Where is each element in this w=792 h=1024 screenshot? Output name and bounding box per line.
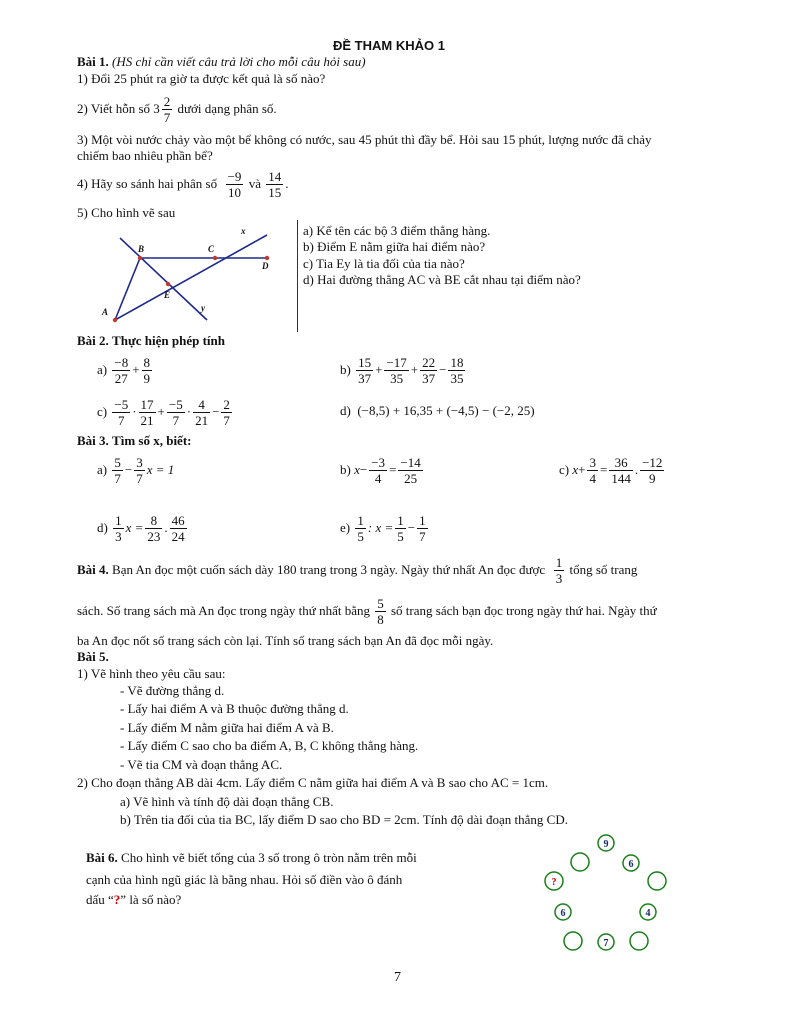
bai1-q2-whole: 3 — [153, 101, 160, 116]
page-number: 7 — [394, 970, 401, 985]
fraction — [193, 397, 210, 428]
denominator: 25 — [404, 470, 418, 486]
bai2-label: Bài 2. — [77, 333, 109, 348]
bai1-q2-tail: dưới dạng phân số. — [177, 101, 277, 116]
numerator: 4 — [193, 397, 210, 413]
operator: + — [375, 362, 383, 377]
fraction — [112, 397, 130, 428]
item-label: a) — [97, 362, 108, 377]
numerator: −17 — [386, 354, 407, 370]
bai1-note: (HS chỉ cần viết câu trả lời cho mỗi câu hỏi sau) — [112, 54, 366, 69]
denominator: 21 — [195, 412, 209, 428]
numerator: 1 — [357, 512, 364, 528]
item-label: d) — [340, 403, 351, 418]
bai5-p1: 1) Vẽ hình theo yêu cầu sau: — [77, 666, 226, 681]
variable: x = — [125, 520, 144, 535]
denominator: 3 — [115, 528, 122, 544]
fraction — [398, 455, 422, 486]
bai3-header — [77, 433, 192, 449]
bai2-d — [340, 403, 535, 419]
point-e — [166, 282, 170, 286]
bai1-q3-line2: chiếm bao nhiêu phần bể? — [77, 148, 213, 163]
label-a: A — [102, 307, 109, 317]
denominator: 3 — [555, 570, 563, 586]
bai5-p2b: b) Trên tia đối của tia BC, lấy điểm D sao cho BD = 2cm. Tính độ dài đoạn thẳng CD. — [120, 812, 568, 827]
bai1-q2-text: 2) Viết hỗn số — [77, 101, 151, 116]
bai1-q4 — [77, 165, 288, 203]
numerator: −8 — [114, 354, 129, 370]
denominator: 7 — [419, 528, 426, 544]
denominator: 7 — [172, 412, 180, 428]
operator: + — [132, 362, 140, 377]
bai1-q5a: a) Kể tên các bộ 3 điểm thẳng hàng. — [303, 223, 491, 238]
bai1-q2-fraction — [162, 94, 173, 125]
numerator: 2 — [223, 396, 230, 412]
label-y: y — [201, 303, 205, 313]
bai6-text1: Cho hình vẽ biết tổng của 3 số trong ô tròn nằm trên mỗi — [121, 850, 417, 865]
segment-a-b — [115, 258, 140, 320]
fraction — [113, 513, 124, 544]
fraction — [112, 455, 123, 486]
bai1-label: Bài 1. — [77, 54, 109, 69]
denominator: 27 — [114, 370, 128, 386]
dot: . — [164, 520, 168, 535]
value-upper-right-mid: 6 — [628, 859, 634, 870]
item-label: e) — [340, 520, 351, 535]
bai5-item: - Lấy điểm M nằm giữa hai điểm A và B. — [120, 720, 334, 735]
denominator: 9 — [143, 370, 151, 386]
operator: − — [407, 520, 416, 535]
bai6-text3b: ” là số nào? — [120, 892, 182, 907]
numerator: 8 — [143, 354, 151, 370]
denominator: 10 — [228, 184, 242, 200]
pentagon-figure — [540, 830, 680, 960]
numerator: 1 — [397, 512, 404, 528]
bai4-text1-tail: tổng số trang — [569, 562, 638, 577]
circle-upper-left-mid — [571, 853, 589, 871]
bai1-q4-and: và — [248, 176, 261, 191]
denominator: 7 — [223, 412, 230, 428]
equals: = — [599, 462, 608, 477]
bai4-line2 — [77, 592, 657, 630]
bai4-text2: sách. Số trang sách mà An đọc trong ngày thứ nhất bằng — [77, 603, 370, 618]
equals: = — [389, 462, 397, 477]
item-label: d) — [97, 520, 108, 535]
label-d: D — [262, 261, 269, 271]
denominator: 35 — [390, 370, 404, 386]
line-b-e-y — [120, 238, 207, 320]
value-unknown: ? — [551, 877, 557, 888]
question-mark: ? — [113, 892, 121, 907]
geometry-figure — [95, 222, 285, 332]
fraction — [640, 455, 664, 486]
fraction — [142, 355, 153, 386]
bai4-line3: ba An đọc nốt số trang sách còn lại. Tính số trang sách bạn An đã đọc mỗi ngày. — [77, 633, 494, 648]
denominator: 4 — [374, 470, 382, 486]
numerator: 2 — [163, 93, 171, 109]
circle-right-vertex — [648, 872, 666, 890]
bai1-q4-fraction2 — [266, 169, 283, 200]
fraction — [417, 513, 428, 544]
fraction — [167, 397, 185, 428]
bai3-d — [97, 509, 189, 547]
variable: x — [354, 462, 360, 477]
page-title: ĐỀ THAM KHẢO 1 — [333, 38, 445, 53]
fraction — [170, 513, 187, 544]
fraction — [384, 355, 408, 386]
denominator: 15 — [268, 184, 282, 200]
denominator: 144 — [611, 470, 631, 486]
dot: . — [634, 462, 639, 477]
fraction — [375, 596, 386, 627]
numerator: −5 — [114, 396, 129, 412]
value-right-mid: 4 — [645, 908, 651, 919]
numerator: 22 — [422, 354, 436, 370]
bai5-item: - Lấy điểm C sao cho ba điểm A, B, C không thẳng hàng. — [120, 738, 419, 753]
numerator: 17 — [140, 396, 154, 412]
bai2-title: Thực hiện phép tính — [112, 333, 225, 348]
bai6-line3 — [86, 892, 181, 908]
item-label: a) — [97, 462, 108, 477]
denominator: 7 — [163, 109, 171, 125]
item-label: b) — [340, 462, 351, 477]
fraction — [554, 555, 565, 586]
operator: − — [439, 362, 447, 377]
bai1-header — [77, 54, 366, 70]
operator: + — [157, 404, 165, 419]
denominator: 21 — [140, 412, 154, 428]
bai1-q3-line1: 3) Một vòi nước chảy vào một bể không có nước, sau 45 phút thì đầy bể. Hỏi sau 15 phút, lượng nước đã chảy — [77, 132, 652, 147]
fraction — [420, 355, 437, 386]
bai6-text3a: dấu “ — [86, 892, 114, 907]
fraction — [139, 397, 156, 428]
bai3-b — [340, 451, 425, 489]
fraction — [134, 455, 145, 486]
bai2-c — [97, 393, 234, 431]
fraction — [356, 355, 373, 386]
numerator: 15 — [358, 354, 372, 370]
bai1-q5d: d) Hai đường thẳng AC và BE cắt nhau tại điểm nào? — [303, 272, 581, 287]
bai3-c — [559, 451, 666, 489]
value-top: 9 — [603, 839, 609, 850]
bai3-label: Bài 3. — [77, 433, 109, 448]
numerator: 5 — [114, 454, 121, 470]
denominator: 8 — [377, 611, 384, 627]
label-c: C — [208, 244, 215, 254]
fraction — [355, 513, 366, 544]
bai1-q4-fraction1 — [226, 169, 244, 200]
bai2-header — [77, 333, 225, 349]
operator: · — [186, 404, 192, 419]
fraction — [112, 355, 130, 386]
fraction — [395, 513, 406, 544]
bai5-item: - Vẽ tia CM và đoạn thẳng AC. — [120, 757, 283, 772]
fraction — [221, 397, 232, 428]
denominator: 5 — [397, 528, 404, 544]
bai6-line1 — [86, 850, 417, 866]
circle-bottom-left — [564, 932, 582, 950]
denominator: 35 — [450, 370, 464, 386]
bai1-q5: 5) Cho hình vẽ sau — [77, 205, 176, 220]
denominator: 7 — [114, 470, 121, 486]
bai6-line2: cạnh của hình ngũ giác là bằng nhau. Hỏi số điền vào ô đánh — [86, 872, 403, 887]
bai1-q1: 1) Đổi 25 phút ra giờ ta được kết quả là số nào? — [77, 71, 326, 86]
denominator: 9 — [649, 470, 656, 486]
numerator: 3 — [589, 454, 596, 470]
bai1-q4-text: 4) Hãy so sánh hai phân số — [77, 176, 218, 191]
bai4-text1: Bạn An đọc một cuốn sách dày 180 trang trong 3 ngày. Ngày thứ nhất An đọc được — [112, 562, 546, 577]
bai5-p2a: a) Vẽ hình và tính độ dài đoạn thẳng CB. — [120, 794, 334, 809]
point-c — [213, 256, 217, 260]
bai3-a — [97, 451, 174, 489]
operator: + — [410, 362, 419, 377]
bai2-a — [97, 351, 154, 389]
numerator: 18 — [450, 354, 464, 370]
operator: − — [359, 462, 368, 477]
bai5-label: Bài 5. — [77, 649, 109, 664]
operator: · — [132, 404, 137, 419]
label-e: E — [164, 290, 171, 300]
numerator: 1 — [555, 554, 563, 570]
denominator: 4 — [589, 470, 596, 486]
item-label: b) — [340, 362, 351, 377]
point-a — [113, 318, 117, 322]
bai5-item: - Vẽ đường thẳng d. — [120, 683, 225, 698]
value-bottom-mid: 7 — [603, 938, 609, 949]
item-label: c) — [97, 404, 108, 419]
equation-tail: x = 1 — [146, 462, 175, 477]
fraction — [369, 455, 387, 486]
numerator: 1 — [419, 512, 426, 528]
numerator: 5 — [377, 595, 384, 611]
value-left-mid: 6 — [560, 908, 566, 919]
circle-bottom-right — [630, 932, 648, 950]
item-label: c) — [559, 462, 570, 477]
point-b — [138, 256, 142, 260]
numerator: 8 — [145, 513, 162, 529]
bai5-p2: 2) Cho đoạn thẳng AB dài 4cm. Lấy điểm C nằm giữa hai điểm A và B sao cho AC = 1cm. — [77, 775, 549, 790]
denominator: 7 — [136, 470, 143, 486]
bai1-q5b: b) Điểm E nằm giữa hai điểm nào? — [303, 239, 486, 254]
figure-divider — [297, 220, 298, 332]
point-d — [265, 256, 269, 260]
numerator: 1 — [115, 512, 122, 528]
bai4-line1 — [77, 551, 637, 589]
bai1-q2 — [77, 90, 277, 128]
bai1-q4-end: . — [285, 176, 289, 191]
denominator: 24 — [171, 528, 185, 544]
numerator: −3 — [371, 454, 386, 470]
operator: − — [124, 462, 133, 477]
variable: : x = — [367, 520, 394, 535]
numerator: −5 — [168, 396, 183, 412]
bai1-q5c: c) Tia Ey là tia đối của tia nào? — [303, 256, 465, 271]
fraction — [448, 355, 465, 386]
fraction — [609, 455, 633, 486]
bai2-d-expression: (−8,5) + 16,35 + (−4,5) − (−2, 25) — [357, 403, 535, 418]
variable: x — [572, 462, 579, 477]
operator: + — [578, 462, 586, 477]
numerator: 14 — [268, 168, 282, 184]
fraction — [587, 455, 598, 486]
denominator: 37 — [422, 370, 436, 386]
denominator: 23 — [147, 528, 161, 544]
operator: − — [212, 404, 220, 419]
bai3-title: Tìm số x, biết: — [112, 433, 192, 448]
bai3-e — [340, 509, 430, 547]
fraction — [145, 513, 162, 544]
bai4-label: Bài 4. — [77, 562, 109, 577]
numerator: 3 — [136, 454, 143, 470]
numerator: −12 — [642, 454, 663, 470]
bai2-b — [340, 351, 467, 389]
numerator: 36 — [609, 455, 633, 471]
numerator: 46 — [171, 512, 185, 528]
denominator: 7 — [118, 412, 125, 428]
bai5-header — [77, 649, 109, 665]
denominator: 5 — [357, 528, 364, 544]
bai6-label: Bài 6. — [86, 850, 118, 865]
bai5-item: - Lấy hai điểm A và B thuộc đường thẳng d. — [120, 701, 349, 716]
numerator: −14 — [400, 454, 421, 470]
label-b: B — [138, 244, 145, 254]
denominator: 37 — [358, 370, 372, 386]
numerator: −9 — [227, 168, 242, 184]
bai4-text2-tail: số trang sách bạn đọc trong ngày thứ hai. Ngày thứ — [390, 603, 657, 618]
label-x: x — [241, 226, 246, 236]
